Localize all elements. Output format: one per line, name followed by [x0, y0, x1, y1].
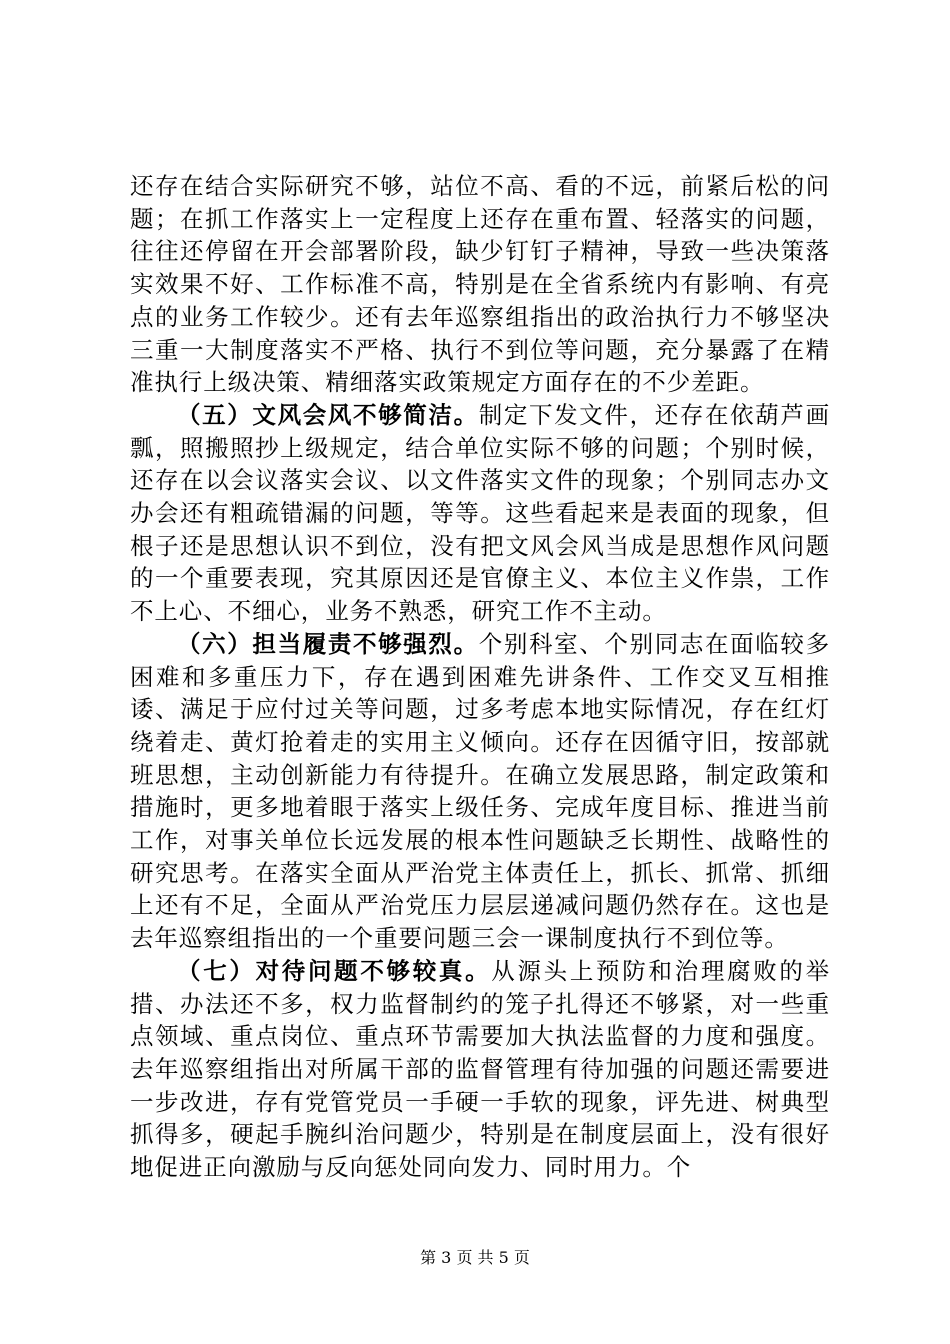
paragraph-continuation: [130, 170, 830, 399]
section-heading: （六）担当履责不够强烈。: [177, 629, 479, 658]
paragraph-text: 从源头上预防和治理腐败的举措、办法还不多，权力监督制约的笼子扎得还不够紧，对一些重点领域、重点岗位、重点环节需要加大执法监督的力度和强度。去年巡察组指出对所属干部的监督管理有待加强的问题还需要进一步改进，存有党管党员一手硬一手软的现象，评先进、树典型抓得多，硬起手腕纠治问题少，特别是在制度层面上，没有很好地促进正向激励与反向惩处同向发力、同时用力。个: [130, 956, 830, 1182]
page-number: 第 3 页 共 5 页: [420, 1248, 530, 1267]
section-heading: （七）对待问题不够较真。: [177, 956, 492, 985]
paragraph-section-5: [130, 399, 830, 628]
paragraph-section-7: [130, 955, 830, 1184]
paragraph-section-6: [130, 628, 830, 955]
paragraph-text: 制定下发文件，还存在依葫芦画瓢，照搬照抄上级规定，结合单位实际不够的问题；个别时候，还存在以会议落实会议、以文件落实文件的现象；个别同志办文办会还有粗疏错漏的问题，等等。这些看起来是表面的现象，但根子还是思想认识不到位，没有把文风会风当成是思想作风问题的一个重要表现，究其原因还是官僚主义、本位主义作祟，工作不上心、不细心，业务不熟悉，研究工作不主动。: [130, 400, 830, 626]
paragraph-text: 还存在结合实际研究不够，站位不高、看的不远，前紧后松的问题；在抓工作落实上一定程度上还存在重布置、轻落实的问题，往往还停留在开会部署阶段，缺少钉钉子精神，导致一些决策落实效果不好、工作标准不高，特别是在全省系统内有影响、有亮点的业务工作较少。还有去年巡察组指出的政治执行力不够坚决三重一大制度落实不严格、执行不到位等问题，充分暴露了在精准执行上级决策、精细落实政策规定方面存在的不少差距。: [130, 172, 830, 397]
paragraph-text: 个别科室、个别同志在面临较多困难和多重压力下，存在遇到困难先讲条件、工作交叉互相推诿、满足于应付过关等问题，过多考虑本地实际情况，存在红灯绕着走、黄灯抢着走的实用主义倾向。还存在因循守旧，按部就班思想，主动创新能力有待提升。在确立发展思路，制定政策和措施时，更多地着眼于落实上级任务、完成年度目标、推进当前工作，对事关单位长远发展的根本性问题缺乏长期性、战略性的研究思考。在落实全面从严治党主体责任上，抓长、抓常、抓细上还有不足，全面从严治党压力层层递减问题仍然存在。这也是去年巡察组指出的一个重要问题三会一课制度执行不到位等。: [130, 629, 830, 953]
section-heading: （五）文风会风不够简洁。: [177, 400, 479, 429]
document-body: [130, 170, 830, 1184]
page-footer: [0, 1245, 950, 1268]
